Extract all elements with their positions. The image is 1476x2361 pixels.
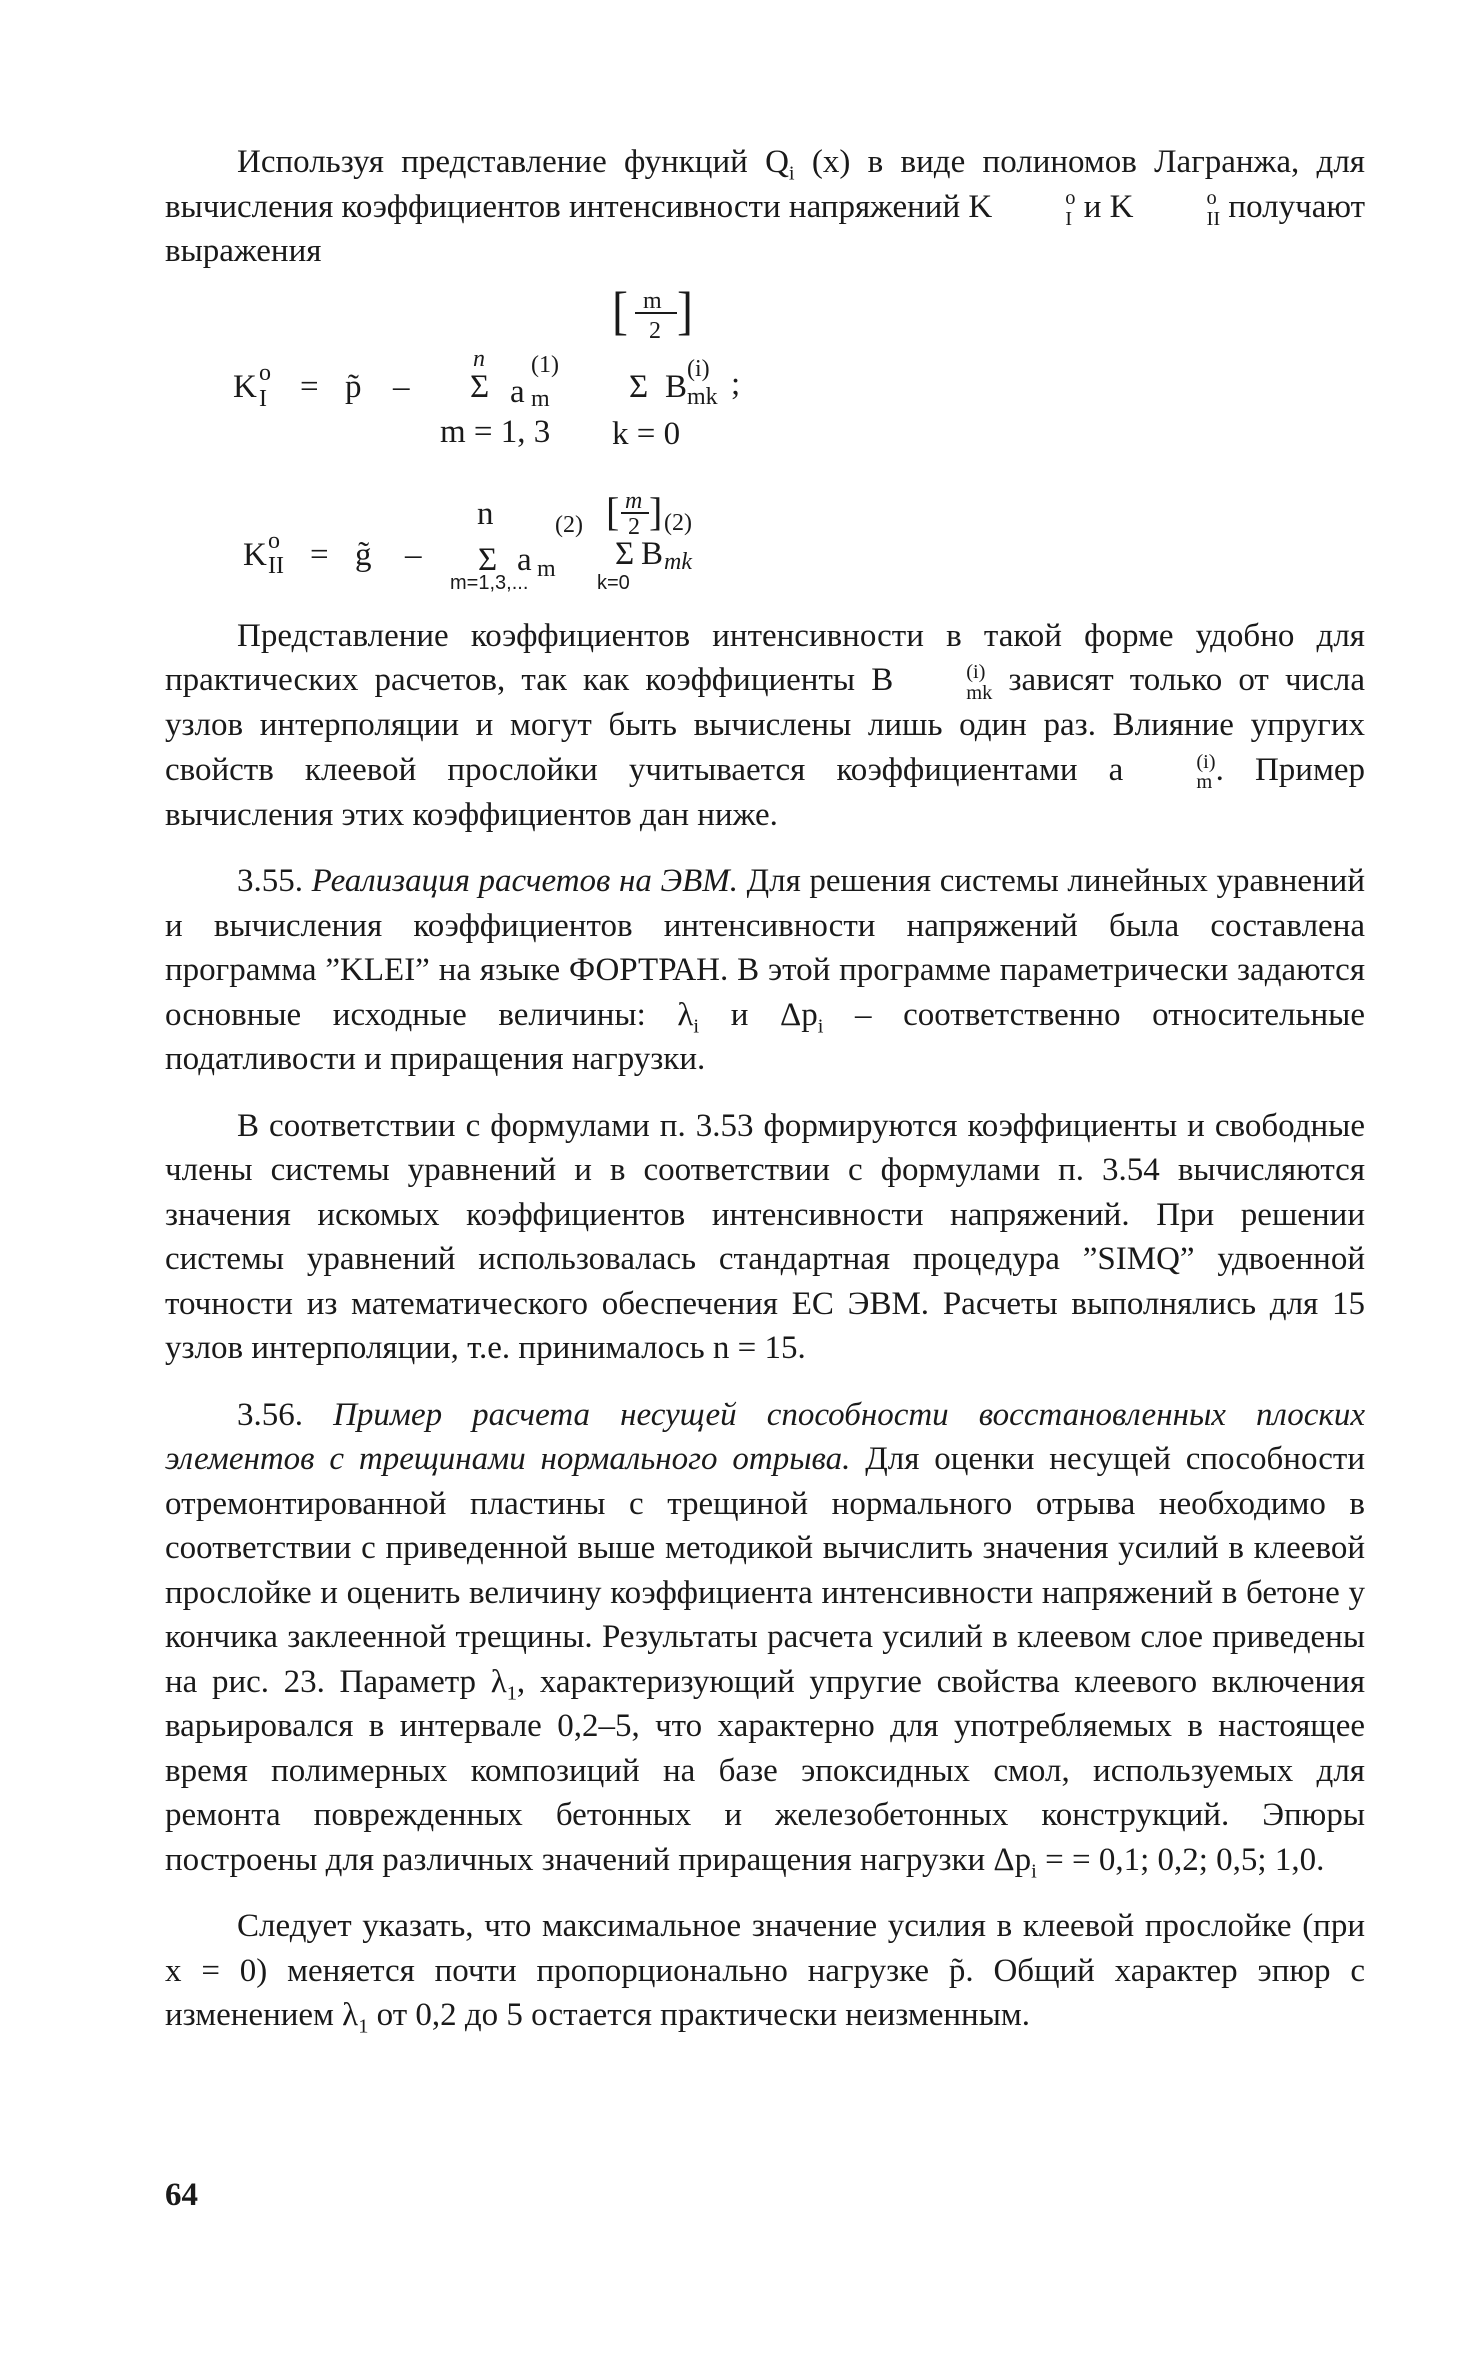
sigma-1: Σ	[478, 541, 498, 578]
text: и	[699, 996, 780, 1033]
bracket-right: ]	[677, 282, 693, 341]
bracket-left: [	[612, 282, 628, 341]
sup: (i)	[1196, 750, 1216, 773]
a-sup: (2)	[555, 511, 583, 538]
text: и	[1075, 188, 1110, 225]
formula-block	[165, 274, 1365, 614]
sub: II	[1206, 207, 1221, 230]
b-sup: (2)	[664, 509, 692, 536]
text: Для решения системы линейных уравнений и вычисления коэффициентов интенсивности напряжений была составлена программа ”KLEI” на языке ФОРТРАН. В этой программе параметрически задаются основные исходные величины:	[165, 863, 1365, 1033]
text: (x)	[794, 144, 851, 180]
sum-upper: n	[473, 345, 485, 372]
text: – соответственно относительные податливости и приращения нагрузки.	[165, 996, 1365, 1078]
minus: –	[393, 368, 410, 405]
symbol-delta-p: Δp	[779, 996, 818, 1033]
sum-upper: n	[477, 495, 494, 532]
text: Для оценки несущей способности отремонтированной пластины с трещиной нормального отрыва необходимо в соответствии с приведенной выше методикой вычислить значения усилий в клеевой прослойке и оценить величину коэффициента интенсивности напряжений в бетоне у кончика заклеенной трещины. Результаты расчета усилий в клеевом слое приведены на рис. 23. Параметр	[165, 1441, 1365, 1700]
g-tilde: g̃	[355, 536, 372, 573]
text: в виде полиномов Лагранжа, для вычисления коэффициентов интенсивности напряжений	[165, 144, 1365, 225]
a-symbol: a	[510, 373, 525, 410]
sigma-2: Σ	[615, 535, 635, 572]
symbol-delta-p: Δp	[993, 1841, 1032, 1878]
section-heading: Реализация расчетов на ЭВМ.	[311, 863, 738, 900]
page-number: 64	[165, 2177, 198, 2213]
sup-sub	[993, 188, 1075, 229]
symbol-k: K	[968, 188, 993, 225]
sup-sub	[1135, 188, 1221, 229]
text: = = 0,1; 0,2; 0,5; 1,0.	[1036, 1841, 1325, 1878]
subscript: i	[817, 1015, 824, 1038]
symbol-k: K	[1109, 188, 1134, 225]
sum-lower-1: m = 1, 3	[440, 413, 551, 450]
section-number: 3.56.	[237, 1396, 334, 1433]
sup-sub	[894, 662, 992, 703]
sigma-2: Σ	[629, 368, 649, 405]
paragraph-representation	[165, 614, 1365, 837]
symbol-a: a	[1108, 751, 1124, 788]
sup: o	[1206, 187, 1217, 210]
sum-lower-2: k=0	[597, 571, 630, 594]
text: . Общий характер эпюр с изменением	[165, 1952, 1365, 2034]
sigma-1: Σ	[470, 368, 490, 405]
k-symbol: K	[243, 536, 267, 573]
minus: –	[405, 536, 422, 573]
b-sup: (i)	[687, 355, 710, 382]
k-sub: I	[259, 385, 267, 412]
b-sub: mk	[664, 548, 692, 575]
sup-sub	[1124, 752, 1215, 793]
paragraph-intro	[165, 140, 1365, 274]
subscript: 1	[358, 2015, 369, 2038]
a-sub: m	[537, 555, 556, 582]
symbol-lambda: λ	[677, 996, 694, 1033]
text: от 0,2 до 5 остается практически неизменным.	[368, 1997, 1031, 2034]
k-sub: II	[268, 552, 284, 579]
k-sup: o	[259, 359, 271, 386]
subscript: 1	[506, 1682, 517, 1705]
a-sub: m	[531, 385, 550, 412]
sup: (i)	[966, 661, 986, 684]
symbol-b: B	[871, 662, 894, 699]
text: получают выражения	[165, 188, 1365, 270]
text: , характеризующий упругие свойства клеевого включения варьировался в интервале 0,2–5, что характерно для употребляемых в настоящее время полимерных композиций на базе эпоксидных смол, используемых для ремонта поврежденных бетонных и железобетонных конструкций. Эпюры построены для различных значений приращения нагрузки	[165, 1663, 1365, 1878]
text: зависят только от числа узлов интерполяции и могут быть вычислены лишь один раз. Влияние упругих свойств клеевой прослойки учитывается коэффициентами	[165, 662, 1365, 788]
symbol-q: Q	[765, 144, 789, 180]
k-sup: o	[268, 527, 280, 554]
sum-lower-2: k = 0	[612, 415, 681, 452]
paragraph-conclusion	[165, 1904, 1365, 2038]
bracket-fraction-line	[635, 312, 677, 314]
sup: o	[1065, 187, 1076, 210]
bracket-bottom: 2	[649, 317, 661, 344]
subscript: i	[1031, 1860, 1037, 1883]
sum-lower-1: m=1,3,...	[450, 571, 529, 594]
text: . Пример вычисления этих коэффициентов дан ниже.	[165, 751, 1365, 833]
sub: m	[1196, 771, 1213, 794]
symbol-lambda: λ	[342, 1997, 359, 2034]
bracket-top: m	[625, 487, 643, 514]
semicolon: ;	[731, 365, 741, 402]
a-symbol: a	[517, 541, 532, 578]
paragraph-formulas: В соответствии с формулами п. 3.53 формируются коэффициенты и свободные члены системы уравнений и в соответствии с формулами п. 3.54 вычисляются значения искомых коэффициентов интенсивности напряжений. При решении системы уравнений использовалась стандартная процедура ”SIMQ” удвоенной точности из математического обеспечения ЕС ЭВМ. Расчеты выполнялись для 15 узлов интерполяции, т.е. принималось n = 15.	[165, 1107, 1365, 1367]
bracket-left: [	[606, 488, 620, 534]
sub: mk	[966, 681, 993, 704]
bracket-top: m	[643, 287, 662, 314]
section-heading: Пример расчета несущей способности восстановленных плоских элементов с трещинами нормального отрыва.	[165, 1396, 1366, 1478]
page-content	[165, 140, 1365, 2038]
bracket-right: ]	[649, 488, 663, 534]
symbol-lambda: λ	[490, 1663, 507, 1700]
paragraph-3-56	[165, 1393, 1365, 1883]
b-symbol: B	[641, 535, 664, 572]
paragraph-3-55	[165, 859, 1365, 1082]
a-sup: (1)	[531, 351, 559, 378]
k-symbol: K	[233, 368, 257, 405]
subscript: i	[788, 162, 795, 185]
equals: =	[300, 368, 319, 405]
p-tilde: p̃	[345, 368, 362, 405]
b-symbol: B	[665, 368, 688, 405]
equals: =	[310, 536, 329, 573]
subscript: i	[693, 1015, 700, 1038]
text: Следует указать, что максимальное значение усилия в клеевой прослойке (при x = 0) меняется почти пропорционально нагрузке	[165, 1908, 1365, 1989]
sub: I	[1065, 207, 1073, 230]
text: Используя представление функций	[237, 144, 766, 180]
b-sub: mk	[687, 383, 718, 410]
section-number: 3.55.	[237, 863, 312, 900]
bracket-bottom: 2	[628, 513, 640, 540]
symbol-p-tilde: p̃	[948, 1952, 966, 1989]
text: Представление коэффициентов интенсивности в такой форме удобно для практических расчетов, так как коэффициенты	[165, 617, 1365, 699]
